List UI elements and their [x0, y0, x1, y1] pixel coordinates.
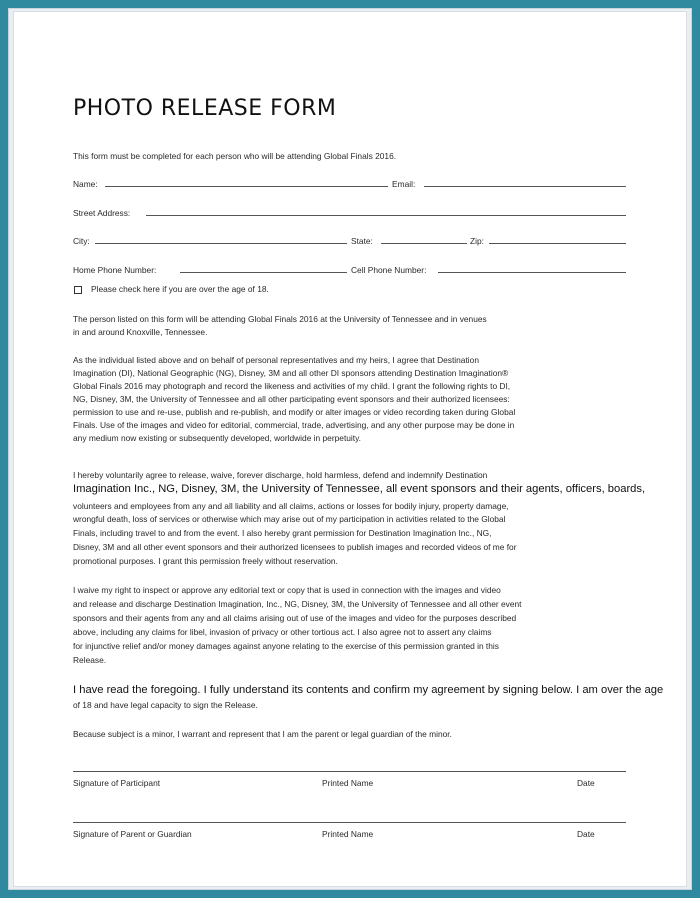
para2-line: NG, Disney, 3M, the University of Tennessee and all other participating event sponsors and their authorized licensees: [73, 394, 510, 404]
over-18-checkbox[interactable] [74, 286, 82, 294]
cell-phone-field[interactable] [438, 272, 626, 273]
home-phone-label: Home Phone Number: [73, 265, 157, 275]
participant-signature-label: Signature of Participant [73, 778, 161, 788]
name-label: Name: [73, 179, 98, 189]
para2-line: Finals. Use of the images and video for editorial, commercial, trade, advertising, and any other purpose may be done in [73, 420, 515, 430]
intro-text: This form must be completed for each person who will be attending Global Finals 2016. [73, 151, 397, 161]
agreement-statement: I have read the foregoing. I fully understand its contents and confirm my agreement by signing below. I am over the age [73, 684, 664, 696]
state-label: State: [351, 236, 373, 246]
para2-line: permission to use and re-use, publish and re-publish, and modify or alter images or video recording taken during Global [73, 407, 516, 417]
street-label: Street Address: [73, 208, 131, 218]
para2-line: Imagination (DI), National Geographic (NG), Disney, 3M and all other DI sponsors attending Destination Imagination® [73, 368, 509, 378]
email-label: Email: [392, 179, 416, 189]
guardian-signature-label: Signature of Parent or Guardian [73, 829, 192, 839]
para3-line: Finals, including travel to and from the event. I also hereby grant permission for Destination Imagination Inc., NG, [73, 528, 492, 538]
cell-phone-label: Cell Phone Number: [351, 265, 427, 275]
para2-line: any medium now existing or subsequently developed, worldwide in perpetuity. [73, 433, 362, 443]
zip-label: Zip: [470, 236, 484, 246]
city-label: City: [73, 236, 90, 246]
participant-date-label: Date [577, 778, 595, 788]
para2-line: Global Finals 2016 may photograph and record the likeness and activities of my child. I grant the following rights to DI, [73, 381, 511, 391]
para4-line: above, including any claims for libel, invasion of privacy or other tortious act. I also agree not to assert any claims [73, 627, 492, 637]
para3-line: I hereby voluntarily agree to release, waive, forever discharge, hold harmless, defend and indemnify Destination [73, 470, 488, 480]
para3-line-large: Imagination Inc., NG, Disney, 3M, the University of Tennessee, all event sponsors and their agents, officers, boards, [73, 483, 646, 495]
para3-line: volunteers and employees from any and all liability and all claims, actions or losses for bodily injury, property damage, [73, 501, 509, 511]
city-field[interactable] [95, 243, 347, 244]
para2-line: As the individual listed above and on behalf of personal representatives and my heirs, I agree that Destination [73, 355, 479, 365]
para4-line: for injunctive relief and/or money damages against anyone relating to the exercise of this permission granted in this [73, 641, 499, 651]
para4-line: I waive my right to inspect or approve any editorial text or copy that is used in connection with the images and video [73, 585, 501, 595]
over-18-label: Please check here if you are over the age of 18. [91, 284, 269, 294]
street-field[interactable] [146, 215, 626, 216]
participant-printed-name-label: Printed Name [322, 778, 374, 788]
guardian-date-label: Date [577, 829, 595, 839]
name-field[interactable] [105, 186, 388, 187]
para1-line: in and around Knoxville, Tennessee. [73, 327, 208, 337]
email-field[interactable] [424, 186, 626, 187]
guardian-signature-line[interactable] [73, 822, 626, 823]
guardian-statement: Because subject is a minor, I warrant and represent that I am the parent or legal guardian of the minor. [73, 729, 452, 739]
para4-line: Release. [73, 655, 107, 665]
para3-line: wrongful death, loss of services or otherwise which may arise out of my participation in activities related to the Global [73, 514, 506, 524]
home-phone-field[interactable] [180, 272, 347, 273]
guardian-printed-name-label: Printed Name [322, 829, 374, 839]
para3-line: promotional purposes. I grant this permission freely without reservation. [73, 556, 338, 566]
zip-field[interactable] [489, 243, 626, 244]
para1-line: The person listed on this form will be attending Global Finals 2016 at the University of Tennessee and in venues [73, 314, 487, 324]
para4-line: sponsors and their agents from any and all claims arising out of use of the images and video for the purposes described [73, 613, 517, 623]
document-page [14, 12, 686, 886]
para4-line: and release and discharge Destination Imagination, Inc., NG, Disney, 3M, the University of Tennessee and all other event [73, 599, 522, 609]
agreement-statement-cont: of 18 and have legal capacity to sign the Release. [73, 700, 258, 710]
state-field[interactable] [381, 243, 467, 244]
para3-line: Disney, 3M and all other event sponsors and their authorized licensees to publish images and recorded videos of me for [73, 542, 517, 552]
participant-signature-line[interactable] [73, 771, 626, 772]
form-title: PHOTO RELEASE FORM [73, 96, 337, 121]
